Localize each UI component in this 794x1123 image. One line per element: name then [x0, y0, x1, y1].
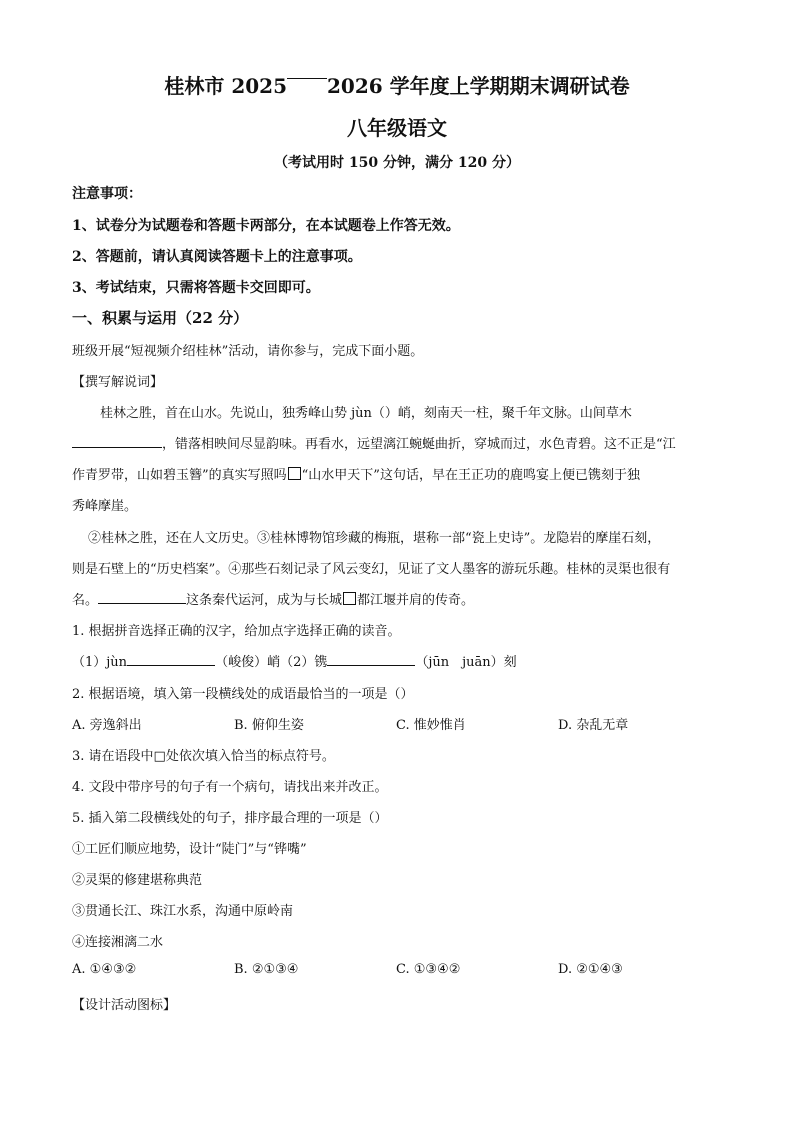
- passage-line: [72, 464, 640, 483]
- option-d: D. 杂乱无章: [558, 718, 629, 733]
- passage-text: ，错落相映间尽显韵味。再看水，远望漓江蜿蜒曲折，穿城而过，水色青碧。这不正是“江: [162, 437, 676, 452]
- passage-text: 作青罗带，山如碧玉簪”的真实写照吗: [72, 468, 287, 483]
- passage-line: 秀峰摩崖。: [72, 499, 138, 514]
- question-4: 4. 文段中带序号的句子有一个病句，请找出来并改正。: [72, 780, 388, 795]
- title-part-b: 2026 学年度上学期期末调研试卷: [327, 74, 630, 98]
- sentence-item: ④连接湘漓二水: [72, 935, 164, 950]
- q1-part1: （1）jùn: [72, 655, 128, 670]
- notes-heading: 注意事项：: [72, 186, 142, 202]
- question-5: 5. 插入第二段横线处的句子，排序最合理的一项是（）: [72, 811, 388, 826]
- exam-info: （考试用时 150 分钟，满分 120 分）: [274, 155, 520, 171]
- answer-blank: [127, 651, 215, 666]
- option-a: A. ①④③②: [72, 962, 137, 977]
- sentence-item: ③贯通长江、珠江水系，沟通中原岭南: [72, 904, 294, 919]
- option-b: B. ②①③④: [234, 962, 299, 977]
- subsection-heading: 【设计活动图标】: [72, 998, 177, 1013]
- note-item: 1、试卷分为试题卷和答题卡两部分，在本试题卷上作答无效。: [72, 218, 460, 234]
- section-intro: 班级开展“短视频介绍桂林”活动，请你参与，完成下面小题。: [72, 344, 424, 359]
- passage-line: ②桂林之胜，还在人文历史。③桂林博物馆珍藏的梅瓶，堪称一部“瓷上史诗”。龙隐岩的摩崖石刻，: [88, 531, 661, 546]
- punctuation-box: [343, 592, 356, 605]
- year-separator: [287, 78, 327, 79]
- sentence-item: ①工匠们顺应地势，设计“陡门”与“铧嘴”: [72, 842, 307, 857]
- section-heading: 一、积累与运用（22 分）: [72, 309, 249, 327]
- option-d: D. ②①④③: [558, 962, 623, 977]
- option-c: C. ①③④②: [396, 962, 461, 977]
- punctuation-box: [288, 467, 301, 480]
- question-1-answer-line: [72, 651, 517, 670]
- question-2: 2. 根据语境，填入第一段横线处的成语最恰当的一项是（）: [72, 687, 414, 702]
- option-a: A. 旁逸斜出: [72, 718, 142, 733]
- q1-part2: （峻俊）峭（2）镌: [215, 655, 328, 670]
- passage-text: 这条秦代运河，成为与长城: [186, 593, 343, 608]
- note-item: 2、答题前，请认真阅读答题卡上的注意事项。: [72, 249, 362, 265]
- q1-part3: （jūn juān）刻: [415, 655, 517, 670]
- option-b: B. 俯仰生姿: [234, 718, 304, 733]
- passage-line: 桂林之胜，首在山水。先说山，独秀峰山势 jùn（）峭，刻南天一柱，聚千年文脉。山间草木: [100, 406, 632, 421]
- subsection-heading: 【撰写解说词】: [72, 375, 164, 390]
- sentence-item: ②灵渠的修建堪称典范: [72, 873, 203, 888]
- passage-text: 都江堰并肩的传奇。: [357, 593, 475, 608]
- question-1: 1. 根据拼音选择正确的汉字，给加点字选择正确的读音。: [72, 624, 401, 639]
- title-part-a: 桂林市 2025: [164, 74, 287, 98]
- answer-blank: [98, 589, 186, 604]
- question-3: 3. 请在语段中□处依次填入恰当的标点符号。: [72, 749, 335, 764]
- answer-blank: [72, 433, 162, 448]
- passage-line: [72, 589, 474, 608]
- passage-text: 名。: [72, 593, 99, 608]
- subject-title: 八年级语文: [347, 116, 447, 140]
- answer-blank: [327, 651, 415, 666]
- note-item: 3、考试结束，只需将答题卡交回即可。: [72, 280, 320, 296]
- option-c: C. 惟妙惟肖: [396, 718, 466, 733]
- passage-line: 则是石壁上的“历史档案”。④那些石刻记录了风云变幻，见证了文人墨客的游玩乐趣。桂林的灵渠也很有: [72, 562, 671, 577]
- exam-title: [0, 70, 794, 99]
- passage-text: “山水甲天下”这句话，早在王正功的鹿鸣宴上便已镌刻于独: [301, 468, 640, 483]
- passage-line: [72, 433, 676, 452]
